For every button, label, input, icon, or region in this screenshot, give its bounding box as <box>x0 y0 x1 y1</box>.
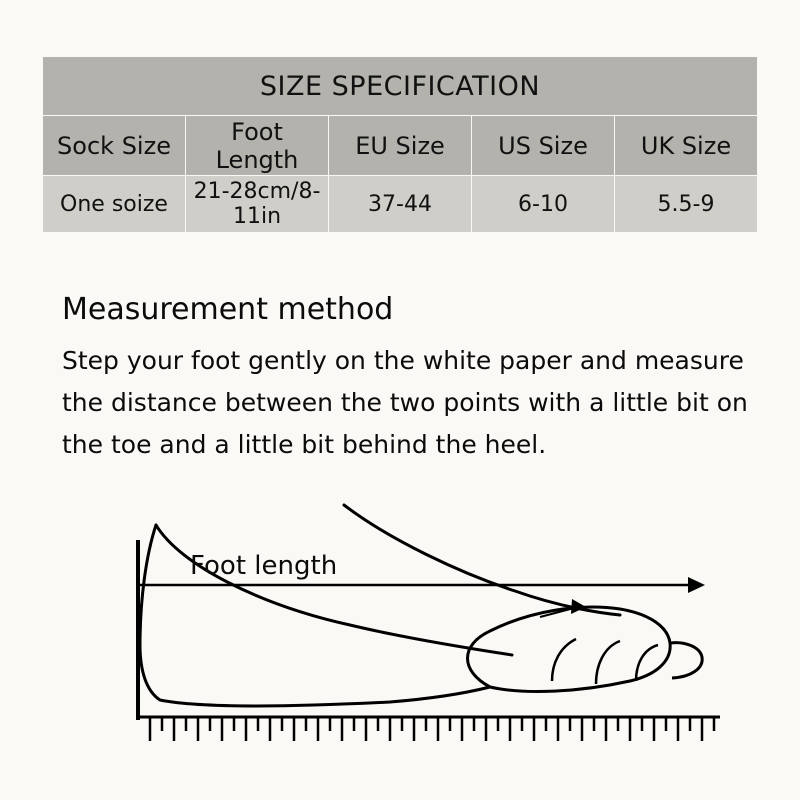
foot-outline-shin <box>344 505 620 615</box>
cell-sock-size: One soize <box>43 176 186 233</box>
toe-divider-1 <box>552 639 576 681</box>
column-header-uk-size: UK Size <box>615 116 758 176</box>
cell-us-size: 6-10 <box>472 176 615 233</box>
table-row <box>43 176 758 233</box>
measurement-method-text: Step your foot gently on the white paper and measure the distance between the two points with a little bit on the toe and a little bit behind the heel. <box>62 346 748 459</box>
size-specification-table <box>42 56 758 233</box>
cell-eu-size: 37-44 <box>329 176 472 233</box>
measurement-method-heading: Measurement method <box>62 292 394 327</box>
cell-uk-size: 5.5-9 <box>615 176 758 233</box>
measurement-arrow-head-right <box>688 577 705 593</box>
column-header-sock-size: Sock Size <box>43 116 186 176</box>
foot-measurement-illustration <box>60 495 760 755</box>
toes-outline <box>468 607 671 691</box>
ruler-ticks <box>150 717 714 741</box>
small-toe-outline <box>670 643 702 678</box>
column-header-eu-size: EU Size <box>329 116 472 176</box>
column-header-foot-length: Foot Length <box>186 116 329 176</box>
table-header-row <box>43 116 758 176</box>
foot-diagram-svg <box>60 495 760 755</box>
table-title-row <box>43 57 758 116</box>
column-header-us-size: US Size <box>472 116 615 176</box>
foot-length-label: Foot length <box>190 551 338 581</box>
cell-foot-length: 21-28cm/8-11in <box>186 176 329 233</box>
toe-divider-2 <box>596 641 620 684</box>
foot-outline-top <box>156 525 512 655</box>
table-title: SIZE SPECIFICATION <box>43 57 758 116</box>
